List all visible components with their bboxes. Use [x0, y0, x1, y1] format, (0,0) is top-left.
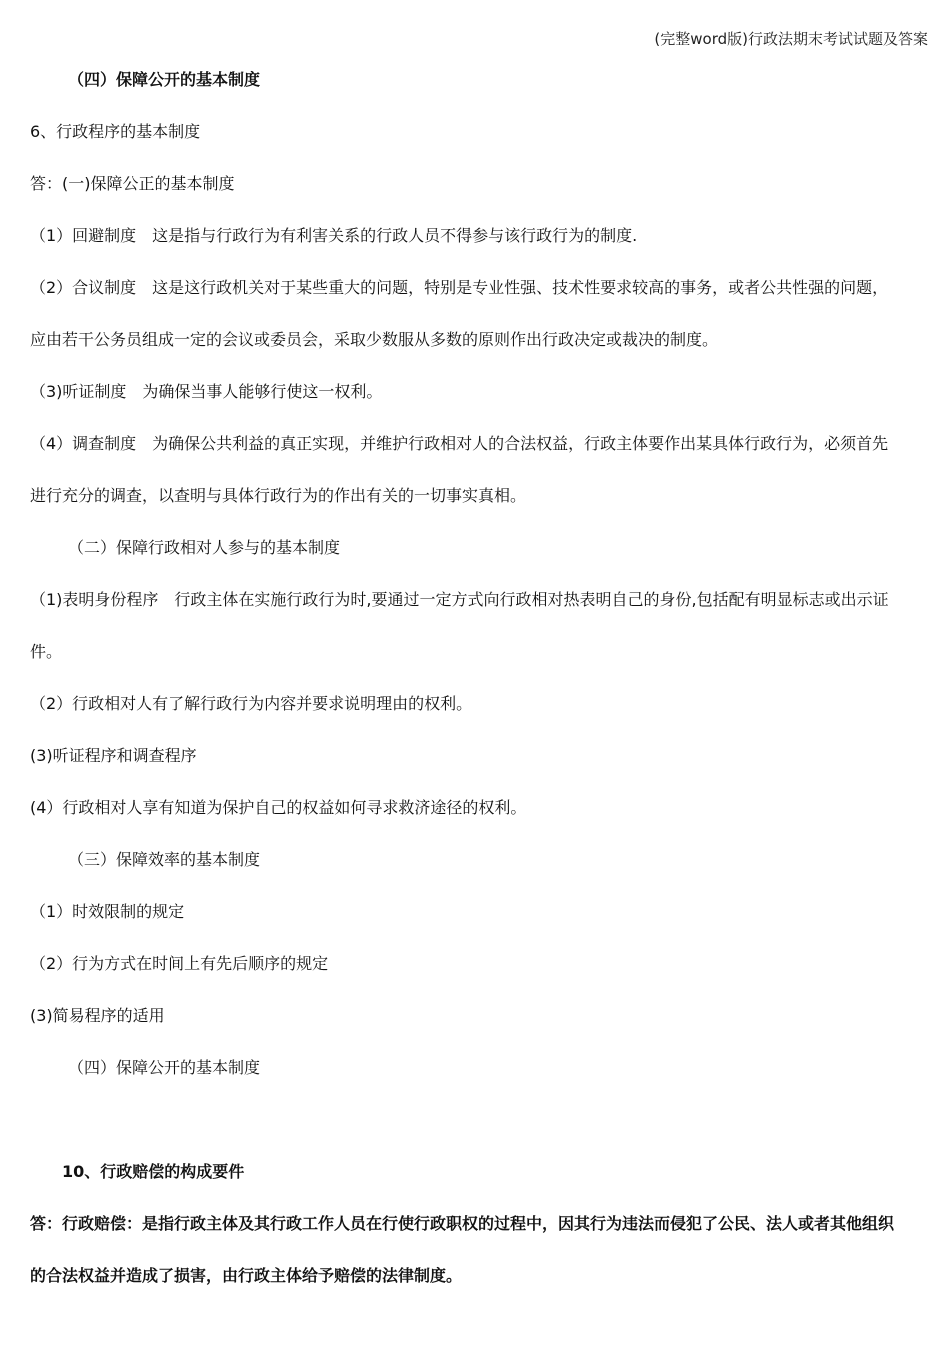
- heading-participation-system: （二）保障行政相对人参与的基本制度: [68, 538, 341, 557]
- answer-compensation: 答：行政赔偿：是指行政主体及其行政工作人员在行使行政职权的过程中，因其行为违法而侵犯了公民、法人或者其他组织: [30, 1214, 895, 1233]
- item-remedy-right: (4）行政相对人享有知道为保护自己的权益如何寻求救济途径的权利。: [30, 798, 527, 817]
- item-right-to-know: （2）行政相对人有了解行政行为内容并要求说明理由的权利。: [30, 694, 473, 713]
- item-time-limit: （1）时效限制的规定: [30, 902, 185, 921]
- item-sequence: （2）行为方式在时间上有先后顺序的规定: [30, 954, 329, 973]
- item-collegial-cont: 应由若干公务员组成一定的会议或委员会，采取少数服从多数的原则作出行政决定或裁决的制度。: [30, 330, 719, 349]
- document-header: (完整word版)行政法期末考试试题及答案: [654, 30, 928, 48]
- item-investigation: （4）调查制度 为确保公共利益的真正实现，并维护行政相对人的合法权益，行政主体要作出某具体行政行为，必须首先: [30, 434, 889, 453]
- question-6: 6、行政程序的基本制度: [30, 122, 201, 141]
- item-investigation-cont: 进行充分的调查，以查明与具体行政行为的作出有关的一切事实真相。: [30, 486, 527, 505]
- item-simplified-procedure: (3)简易程序的适用: [30, 1006, 165, 1025]
- answer-compensation-cont: 的合法权益并造成了损害，由行政主体给予赔偿的法律制度。: [30, 1266, 463, 1285]
- item-hearing-investigation: (3)听证程序和调查程序: [30, 746, 197, 765]
- item-collegial: （2）合议制度 这是这行政机关对于某些重大的问题，特别是专业性强、技术性要求较高的事务，或者公共性强的问题，: [30, 278, 889, 297]
- heading-public-system: （四）保障公开的基本制度: [68, 70, 261, 89]
- question-10: 10、行政赔偿的构成要件: [62, 1162, 245, 1181]
- item-identification: （1)表明身份程序 行政主体在实施行政行为时,要通过一定方式向行政相对热表明自己的身份,包括配有明显标志或出示证: [30, 590, 889, 609]
- item-hearing: （3)听证制度 为确保当事人能够行使这一权利。: [30, 382, 383, 401]
- heading-public-system-2: （四）保障公开的基本制度: [68, 1058, 261, 1077]
- item-recusal: （1）回避制度 这是指与行政行为有利害关系的行政人员不得参与该行政行为的制度.: [30, 226, 638, 245]
- heading-efficiency-system: （三）保障效率的基本制度: [68, 850, 261, 869]
- answer-fairness-system: 答：(一)保障公正的基本制度: [30, 174, 235, 193]
- item-identification-cont: 件。: [30, 642, 63, 661]
